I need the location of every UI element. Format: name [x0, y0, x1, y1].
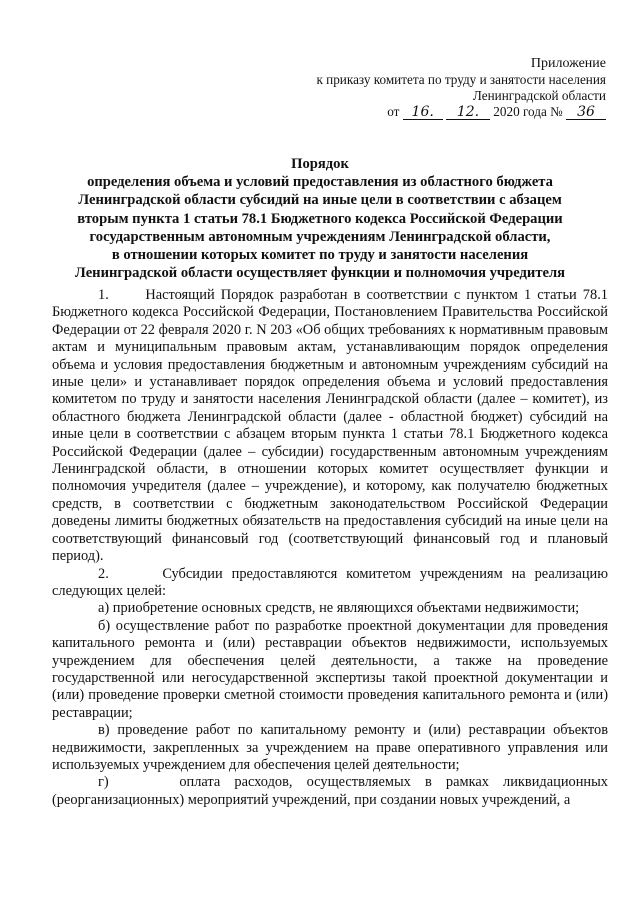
- title-line: вторым пункта 1 статьи 78.1 Бюджетного кодекса Российской Федерации: [77, 210, 563, 227]
- document-body: [52, 287, 608, 809]
- title-line: в отношении которых комитет по труду и занятости населения: [111, 247, 529, 264]
- date-prefix: от: [387, 104, 400, 119]
- title-line: Ленинградской области осуществляет функции и полномочия учредителя: [74, 265, 566, 282]
- paragraph-2: 2. Субсидии предоставляются комитетом учреждениям на реализацию следующих целей:: [52, 565, 608, 599]
- annex-region: Ленинградской области: [472, 88, 606, 103]
- annex-title: Приложение: [530, 56, 606, 71]
- annex-block: [306, 56, 606, 120]
- handwritten-order-number: 36: [566, 105, 606, 120]
- title-line: Порядок: [291, 156, 349, 172]
- annex-date-line: [306, 104, 606, 120]
- title-line: государственным автономным учреждениям Ленинградской области,: [89, 228, 551, 245]
- paragraph-item-b: б) осуществление работ по разработке проектной документации для проведения капитального ремонта и (или) реставрации объектов недвижимости, используемых учреждением для обеспечения целей деятельности, а также на проведение государственной или негосударственной экспертизы такой проектной документации и (или) проведение проверки сметной стоимости проведения капитального ремонта и (или) реставрации;: [52, 617, 608, 721]
- annex-order-reference: к приказу комитета по труду и занятости населения: [316, 72, 606, 87]
- paragraph-item-v: в) проведение работ по капитальному ремонту и (или) реставрации объектов недвижимости, закрепленных за учреждением на праве оперативного управления или используемых учреждением для обеспечения целей деятельности;: [52, 722, 608, 773]
- paragraph-item-g: г) оплата расходов, осуществляемых в рамках ликвидационных (реорганизационных) мероприятий учреждений, при создании новых учреждений, а: [52, 774, 608, 808]
- document-title: [40, 155, 600, 282]
- paragraph-1: 1. Настоящий Порядок разработан в соответствии с пунктом 1 статьи 78.1 Бюджетного кодекса Российской Федерации, Постановлением Правительства Российской Федерации от 22 февраля 2020 г. N 203 «Об общих требованиях к нормативным правовым актам и муниципальным правовым актам, устанавливающим порядок определения объема и условия предоставления бюджетным и автономным учреждениям субсидий на иные цели» и устанавливает порядок определения объема и условий предоставления комитетом по труду и занятости населения Ленинградской области (далее – комитет), из областного бюджета Ленинградской области (далее - областной бюджет) субсидий на иные цели в соответствии с абзацем вторым пункта 1 статьи 78.1 Бюджетного кодекса Российской Федерации (далее – субсидии) государственным автономным учреждениям Ленинградской области, в отношении которых комитет осуществляет функции и полномочия учредителя (далее – учреждение), и которому, как получателю бюджетных средств, в соответствии с бюджетным законодательством Российской Федерации доведены лимиты бюджетных обязательств на предоставления субсидий на иные цели на соответствующий финансовый год (соответствующий финансовый год и плановый период).: [52, 287, 608, 565]
- handwritten-month: 12.: [446, 105, 490, 120]
- date-suffix: 2020 года №: [493, 104, 563, 119]
- handwritten-day: 16.: [403, 105, 443, 120]
- title-line: определения объема и условий предоставления из областного бюджета: [87, 174, 553, 191]
- paragraph-item-a: а) приобретение основных средств, не являющихся объектами недвижимости;: [98, 600, 580, 617]
- title-line: Ленинградской области субсидий на иные цели в соответствии с абзацем: [78, 192, 562, 209]
